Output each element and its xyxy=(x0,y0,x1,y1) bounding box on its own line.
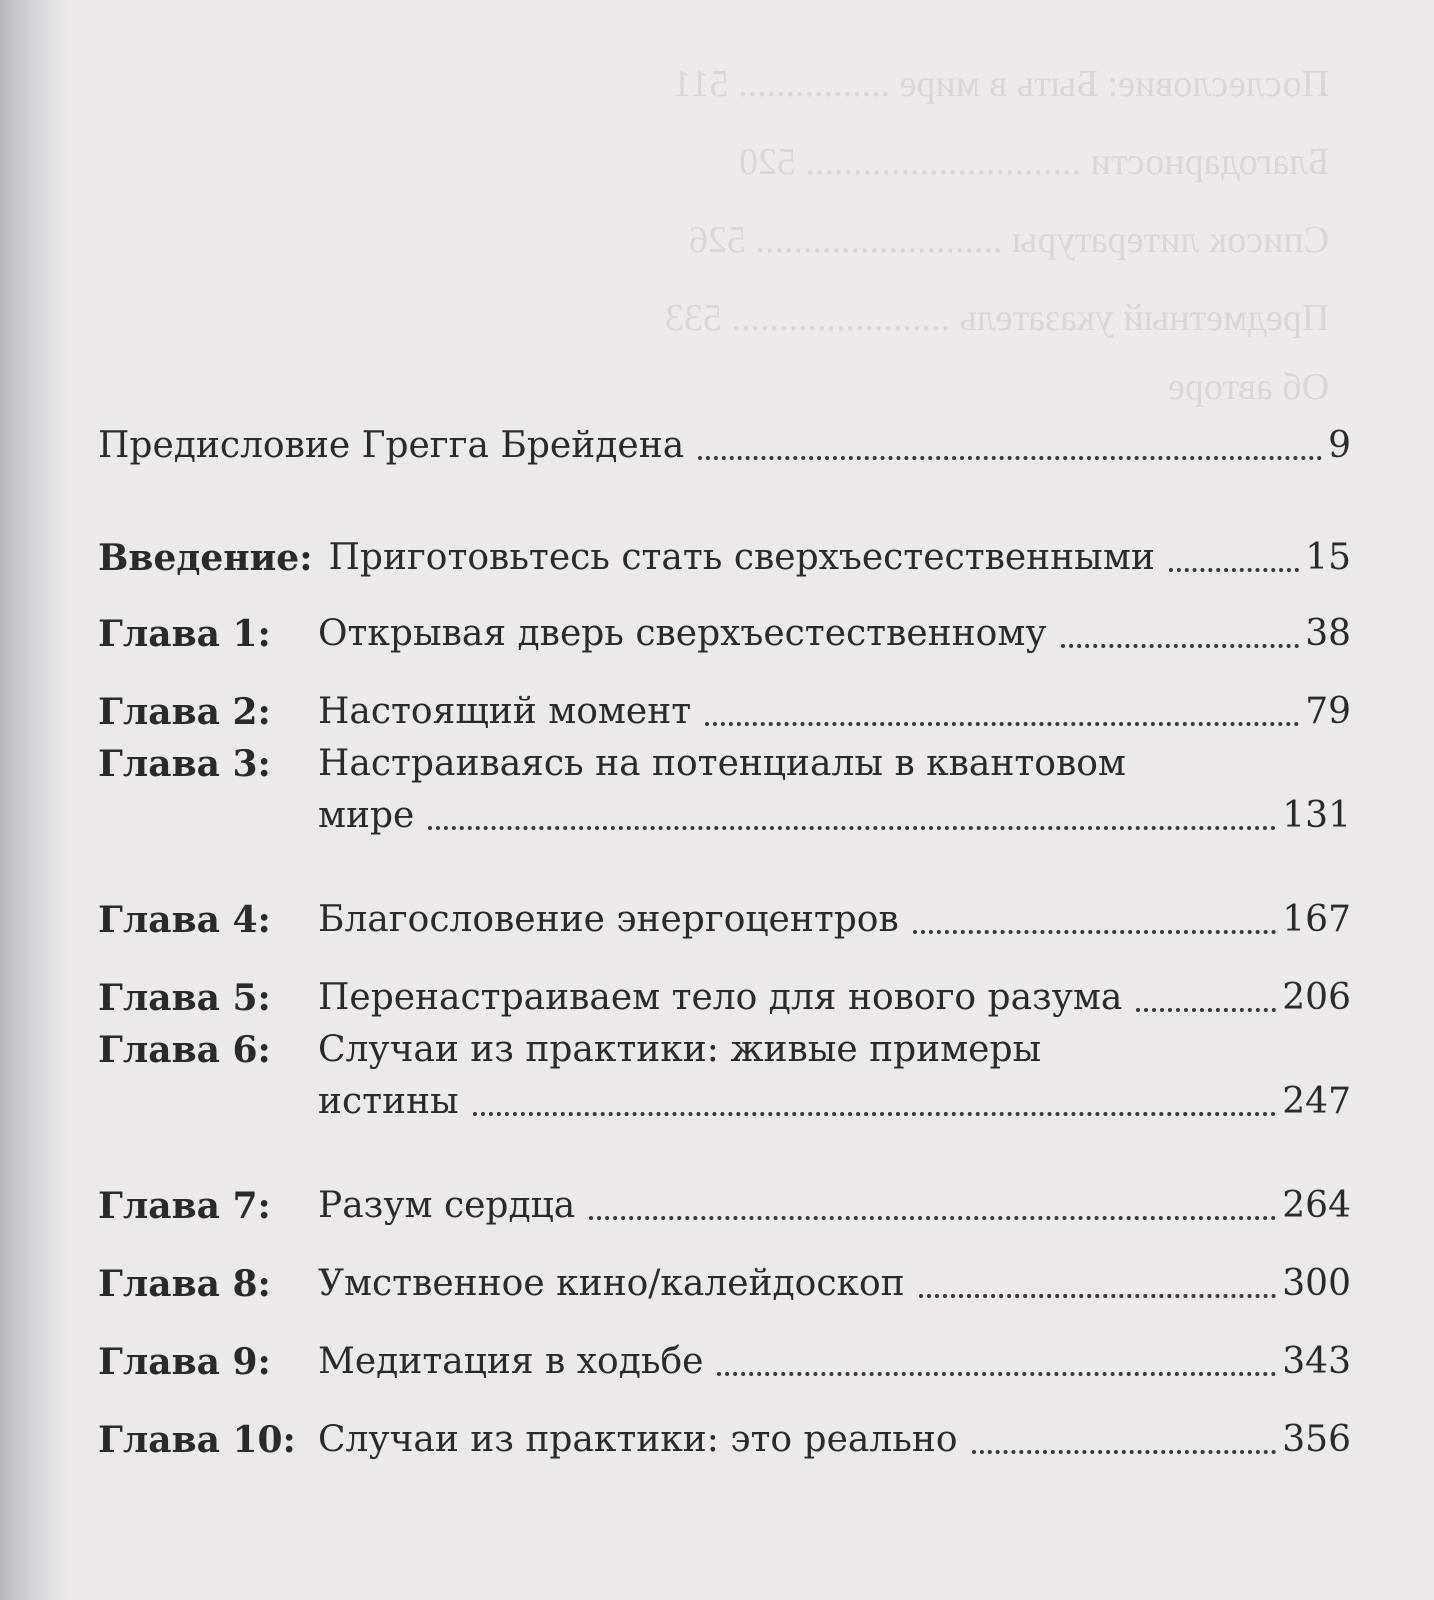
page-number: 15 xyxy=(1305,537,1351,578)
entry-label: Глава 9: xyxy=(98,1341,271,1383)
page-number: 300 xyxy=(1282,1263,1351,1304)
ghost-line: Список литературы .......................... 526 xyxy=(688,219,1329,261)
page-number: 131 xyxy=(1282,795,1351,836)
ghost-line: Послесловие: Быть в мире ................ 511 xyxy=(672,63,1329,105)
toc-entry-chapter-4[interactable] xyxy=(98,868,1351,946)
entry-title: Настоящий момент xyxy=(318,691,692,732)
entry-title: Открывая дверь сверхъестественному xyxy=(318,613,1047,654)
dot-leader xyxy=(1061,644,1300,648)
toc-entry-chapter-10[interactable] xyxy=(98,1388,1351,1466)
entry-title-line-1: Случаи из практики: живые примеры xyxy=(318,1029,1042,1070)
toc-entry-chapter-7[interactable] xyxy=(98,1154,1351,1232)
entry-label: Глава 3: xyxy=(98,743,271,785)
entry-label: Глава 2: xyxy=(98,691,271,733)
ghost-line: Об авторе xyxy=(1167,366,1329,408)
toc-entry-introduction[interactable] xyxy=(98,472,1351,584)
entry-title: Приготовьтесь стать сверхъестественными xyxy=(328,537,1155,578)
entry-label: Глава 10: xyxy=(98,1419,296,1461)
dot-leader xyxy=(913,930,1277,934)
page-number: 264 xyxy=(1282,1185,1351,1226)
entry-label: Глава 8: xyxy=(98,1263,271,1305)
entry-title-line-1: Настраиваясь на потенциалы в квантовом xyxy=(318,743,1126,784)
ghost-line: Благодарности ............................. 520 xyxy=(738,141,1329,183)
toc-entry-chapter-9[interactable] xyxy=(98,1310,1351,1388)
dot-leader xyxy=(1169,568,1299,572)
entry-title: Разум сердца xyxy=(318,1185,576,1226)
entry-title: мире xyxy=(318,795,415,836)
dot-leader xyxy=(698,456,1322,460)
entry-title: Умственное кино/калейдоскоп xyxy=(318,1263,905,1304)
entry-label: Глава 7: xyxy=(98,1185,271,1227)
page-number: 356 xyxy=(1282,1419,1351,1460)
entry-label: Глава 6: xyxy=(98,1029,271,1071)
page-number: 167 xyxy=(1282,899,1351,940)
entry-title: Медитация в ходьбе xyxy=(318,1341,704,1382)
page-number: 9 xyxy=(1328,425,1351,466)
table-of-contents xyxy=(98,392,1351,1466)
dot-leader xyxy=(972,1450,1277,1454)
entry-title: Перенастраиваем тело для нового разума xyxy=(318,977,1123,1018)
entry-label: Глава 1: xyxy=(98,613,271,655)
entry-title: истины xyxy=(318,1081,459,1122)
entry-title: Благословение энергоцентров xyxy=(318,899,899,940)
entry-label: Глава 5: xyxy=(98,977,271,1019)
entry-label: Введение: xyxy=(98,537,313,579)
dot-leader xyxy=(589,1216,1276,1220)
toc-entry-preface[interactable] xyxy=(98,392,1351,472)
dot-leader xyxy=(919,1294,1277,1298)
page-number: 79 xyxy=(1305,691,1351,732)
entry-title: Предисловие Грегга Брейдена xyxy=(98,425,685,466)
entry-title: Случаи из практики: это реально xyxy=(318,1419,958,1460)
page-number: 247 xyxy=(1282,1081,1351,1122)
toc-entry-chapter-3[interactable] xyxy=(98,738,1351,868)
dot-leader xyxy=(1136,1008,1276,1012)
entry-label: Глава 4: xyxy=(98,899,271,941)
page-number: 206 xyxy=(1282,977,1351,1018)
toc-entry-chapter-2[interactable] xyxy=(98,660,1351,738)
ghost-line: Предметный указатель ....................... 533 xyxy=(664,297,1329,339)
dot-leader xyxy=(428,826,1276,830)
toc-entry-chapter-6[interactable] xyxy=(98,1024,1351,1154)
page-number: 343 xyxy=(1282,1341,1351,1382)
toc-entry-chapter-1[interactable] xyxy=(98,584,1351,660)
dot-leader xyxy=(705,722,1299,726)
dot-leader xyxy=(473,1112,1277,1116)
toc-entry-chapter-5[interactable] xyxy=(98,946,1351,1024)
page-number: 38 xyxy=(1305,613,1351,654)
toc-entry-chapter-8[interactable] xyxy=(98,1232,1351,1310)
dot-leader xyxy=(717,1372,1276,1376)
